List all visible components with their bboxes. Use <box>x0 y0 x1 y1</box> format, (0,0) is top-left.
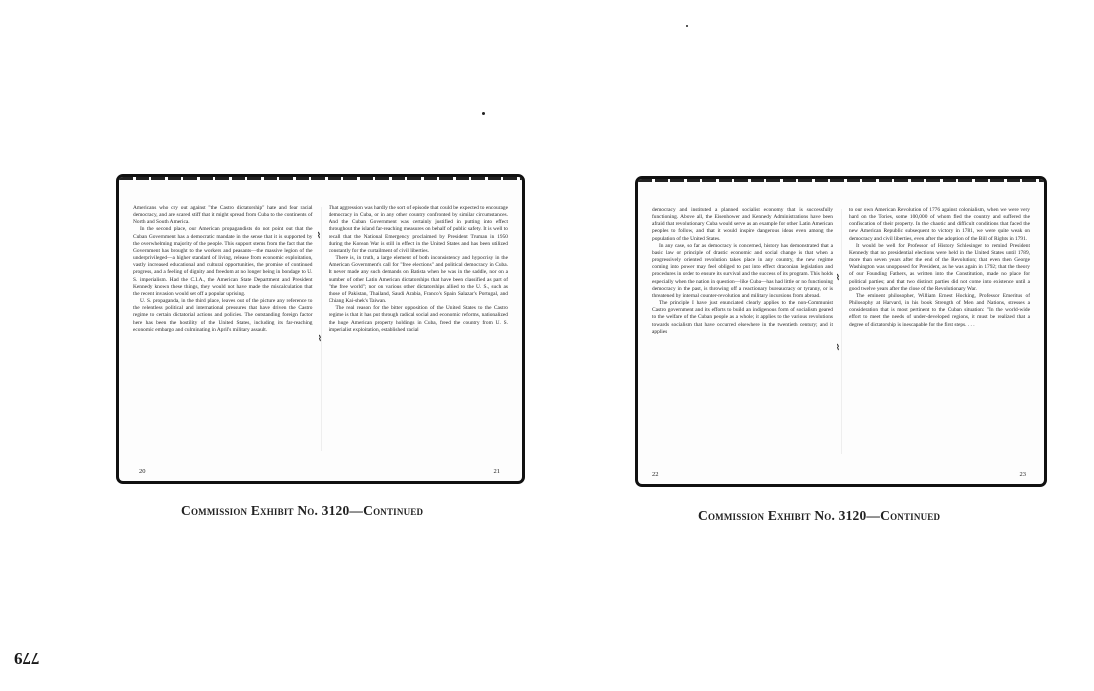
page-gutter <box>321 207 322 451</box>
page-22-text <box>652 207 833 462</box>
paragraph: It would be well for Professor of History Schlesinger to remind President Kennedy that no presidential elections were held in the United States until 1789, more than seven years after the end of the Revolution; that even then George Washington was unopposed for President, as he was again in 1792; that the theory of our Founding Fathers, as written into the Constitution, made no place for political parties; and that two distinct parties did not come into existence until a good twelve years after the close of the Revolutionary War. <box>849 242 1030 292</box>
document-page-number: 779 <box>14 649 40 668</box>
scan-speck <box>686 25 688 27</box>
margin-mark: ⌇ <box>317 231 321 240</box>
paragraph: There is, in truth, a large element of both inconsistency and hypocrisy in the American Government's call for "free elections" and political democracy in Cuba. It never made any such demands on Batista when he was in the saddle, nor on a number of other Latin American dictatorships that have been classified as part of "the free world"; nor on various other dictatorships allied to the U. S., such as those of Pakistan, Thailand, Saudi Arabia, Franco's Spain Salazar's Portugal, and Chiang Kai-shek's Taiwan. <box>328 255 508 305</box>
book-spread-pages-22-23 <box>635 176 1047 487</box>
page-gutter <box>841 209 842 454</box>
exhibit-caption: Commission Exhibit No. 3120—Continued <box>698 508 941 523</box>
page-number: 21 <box>493 468 500 475</box>
paragraph: In the second place, our American propagandists do not point out that the Cuban Government has a democratic mandate in the sense that it is supported by the overwhelming majority of the people. This support stems from the fact that the Government has brought to the workers and peasants—the massive legion of the underprivileged—a higher standard of living, release from economic exploitation, vastly increased educational and cultural opportunities, the promise of continued progress, and a feeling of dignity and freedom at no longer being in bondage to U. S. imperialism. Had the C.I.A., the American State Department and President Kennedy known these things, they would not have made the miscalculation that the recent invasion would set off a popular uprising. <box>133 226 313 297</box>
page-21-text <box>329 205 509 459</box>
paragraph: Americans who cry out against "the Castro dictatorship" hate and fear racial democracy, and are scared stiff that it might spread from Cuba to the continents of North and South America. <box>133 205 313 226</box>
paragraph: to our own American Revolution of 1776 against colonialism, when we were very hard on the Tories, some 100,000 of whom fled the country and suffered the confiscation of their property. In the chaotic and difficult conditions that faced the new American Republic subsequent to victory in 1781, we were quite weak on democracy and civil liberties, even after the adoption of the Bill of Rights in 1791. <box>849 207 1030 242</box>
margin-mark: ⌇ <box>836 343 840 352</box>
paragraph: The principle I have just enunciated clearly applies to the non-Communist Castro government and its efforts to build an indigenous form of socialism geared to the welfare of the Cuban people as a whole; it applies to the various revolutions towards socialism that have occurred elsewhere in the twentieth century; and it applies <box>652 300 833 335</box>
exhibit-caption: Commission Exhibit No. 3120—Continued <box>181 503 424 518</box>
page-number: 22 <box>652 471 659 478</box>
page-number: 20 <box>139 468 146 475</box>
paragraph: That aggression was hardly the sort of episode that could be expected to encourage democracy in Cuba, or in any other country confronted by similar circumstances. And the Cuban Government was certainly justified in putting into effect throughout the island far-reaching measures on behalf of public safety. It is well to recall that the National Emergency proclaimed by President Truman in 1950 during the Korean War is still in effect in the United States and has been utilized constantly for the curtailment of civil liberties. <box>328 205 508 254</box>
paragraph: The eminent philosopher, William Ernest Hocking, Professor Emeritus of Philosophy at Harvard, in his book Strength of Men and Nations, stresses a consideration that is most pertinent to the Cuban situation: "In the world-wide effort to meet the needs of under-developed regions, it must be realized that a degree of dictatorship is inescapable for the first steps. . . . <box>849 292 1030 328</box>
page-23-text <box>849 207 1030 462</box>
page-20-text <box>133 205 313 459</box>
paragraph: The real reason for the bitter opposition of the United States to the Castro regime is that it has put through radical social and economic reforms, nationalized the huge American property holdings in Cuba, freed the country from U. S. imperialist exploitation, established racial <box>328 305 508 333</box>
paragraph: U. S. propaganda, in the third place, leaves out of the picture any reference to the relentless political and international pressures that have driven the Castro regime to certain dictatorial actions and policies. The outstanding foreign factor here has been the hostility of the United States, including its far-reaching economic embargo and culminating in April's military assault. <box>133 298 313 333</box>
page-number: 23 <box>1019 471 1026 478</box>
scan-speck <box>482 112 485 115</box>
paragraph: democracy and instituted a planned socialist economy that is successfully functioning. Above all, the Eisenhower and Kennedy Administrations have been afraid that revolutionary Cuba would serve as an example for other Latin American peoples to follow, and that it would inspire dangerous ideas even among the population of the United States. <box>652 207 833 242</box>
margin-mark: ⌇ <box>836 273 840 282</box>
paragraph: In any case, so far as democracy is concerned, history has demonstrated that a basic law or principle of drastic economic and social change is that when a progressively oriented revolution takes place in any country, the new regime coming into power may feel obliged to put into effect draconian legislation and procedures in order to ensure its survival and the success of its program. This holds especially when the nation in question—like Cuba—has had little or no functioning democracy in the past, is throwing off a reactionary bureaucracy or tyranny, or is threatened by internal counter-revolution and military incursions from abroad. <box>652 242 833 299</box>
margin-mark: ⌇ <box>318 334 322 343</box>
book-spread-pages-20-21 <box>116 174 525 484</box>
